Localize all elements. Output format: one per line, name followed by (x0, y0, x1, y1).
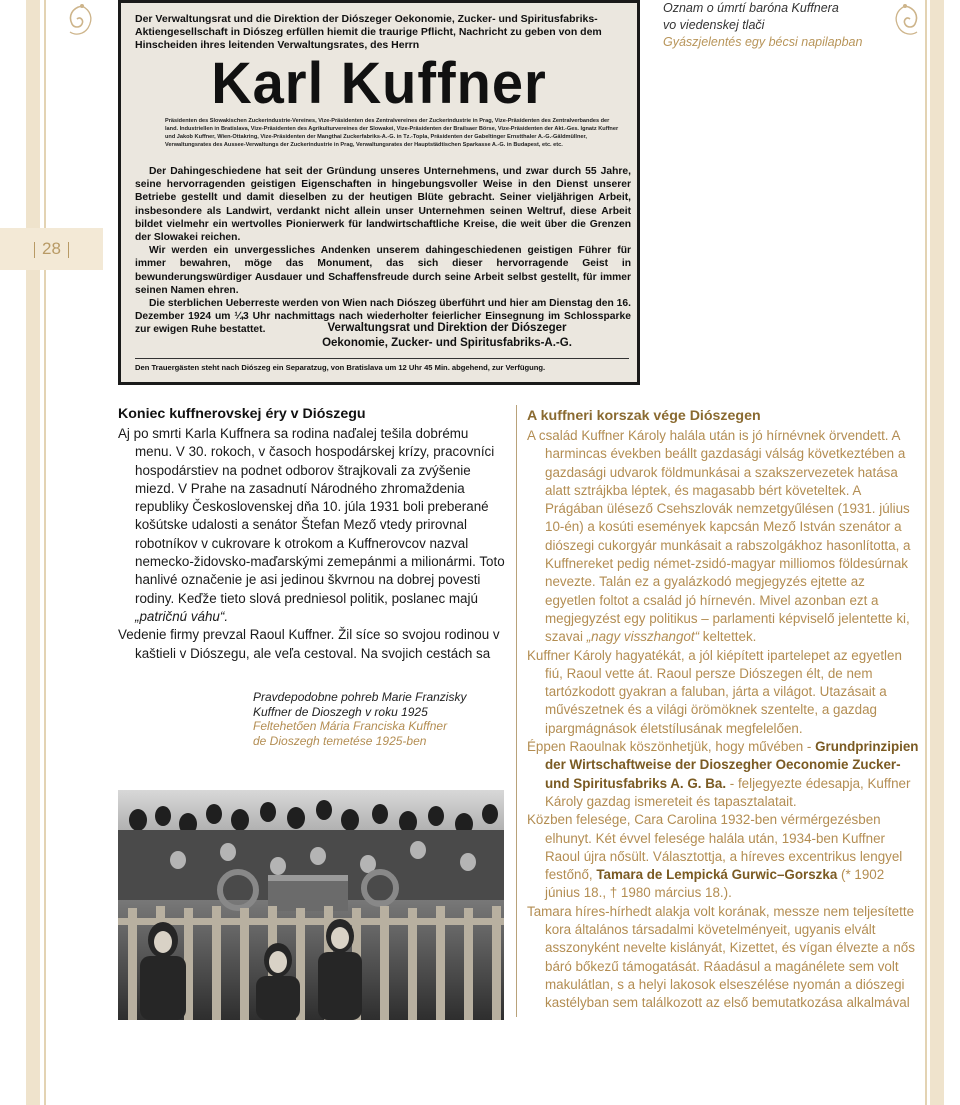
right-p1-end: keltettek. (699, 629, 757, 645)
clipping-signature-line: Oekonomie, Zucker- und Spiritusfabriks-A.-G. (322, 337, 572, 349)
photo-caption-sk-1: Pravdepodobne pohreb Marie Franzisky (253, 690, 467, 704)
right-column-paragraph: Tamara híres-hírhedt alakja volt korának, messze nem teljesítette kora általános társadalmi követelményeit, ugyanis elvált asszonyként nevelte kislányát, Kizettet, és vígan élvezte a nős báró bőkezű támogatását. Ráadásul a magánélete sem volt makulátlan, s a helyi lakosok elseszélése nyomán a diószegi kastélyban sem találkozott az első bemutatkozása alkalmával (527, 903, 915, 1011)
right-p4-end: (* 1902 június 18., † 1980 március 18.). (545, 867, 885, 901)
left-column-heading: Koniec kuffnerovskej éry v Diószegu (118, 406, 366, 422)
clipping-footer: Den Trauergästen steht nach Diószeg ein Separatzug, von Bratislava um 12 Uhr 45 Min. abgehend, zur Verfügung. (135, 363, 546, 372)
left-column-paragraph (118, 425, 506, 626)
left-column-paragraph: Vedenie firmy prevzal Raoul Kuffner. Žil síce so svojou rodinou v kaštieli v Diószegu, ale veľa cestoval. Na svojich cestách sa (118, 627, 500, 661)
clipping-body-paragraph: Die sterblichen Ueberreste werden von Wien nach Diószeg überführt und hier am Dienstag den 16. Dezember 1924 um ¼3 Uhr nachmittags nach wiederholter feierlicher Einsegnung im Schlossparke zur ewigen Ruhe bestattet. (135, 298, 631, 336)
funeral-photo-image (118, 790, 504, 1020)
photo-caption-sk-2: Kuffner de Dioszegh v roku 1925 (253, 704, 428, 719)
left-p1-emphasis: „patričnú váhu“. (135, 608, 229, 624)
funeral-photo (118, 790, 504, 1020)
right-text-column (527, 407, 919, 1013)
left-decorative-bar (26, 0, 40, 1105)
photo-caption (253, 690, 513, 748)
photo-caption-hu-2: de Dioszegh temetése 1925-ben (253, 733, 427, 748)
flourish-ornament-icon (62, 2, 102, 42)
right-column-paragraph (527, 811, 919, 902)
left-decorative-line (44, 0, 46, 1105)
left-text-column (118, 405, 506, 663)
right-decorative-line (925, 0, 927, 1105)
right-decorative-bar (930, 0, 944, 1105)
header-caption-sk-2: vo viedenskej tlači (663, 18, 765, 32)
clipping-body-paragraph: Der Dahingeschiedene hat seit der Gründung unseres Unternehmens, und zwar durch 55 Jahre, seine hervorragenden geistigen Eigenschaften in hingebungsvoller Weise in den Dienst unserer Betriebe gestellt und damit dieselben zu der heutigen Blüte gebracht. Seiner vieljährigen Arbeit, insbesondere als Landwirt, verdankt nicht allein unser Unternehmen seinen Weltruf, diese Arbeit bildet vielmehr ein wertvolles Pionierwerk für landwirtschaftliche Kreise, die weit über die Grenzen der Slowakei reichen. (135, 166, 631, 244)
right-p3-start: Éppen Raoulnak köszönhetjük, hogy művében - (527, 739, 816, 755)
right-p4-start: Közben felesége, Cara Carolina 1932-ben vérmérgezésben elhunyt. Két évvel felesége halála után, 1934-ben Kuffner Raoul újra nősült. Választottja, a híreves excentrikus lengyel festőnő, (527, 812, 903, 883)
right-p4-bold: Tamara de Lempická Gurwic–Gorszka (596, 867, 838, 883)
right-p3-bold: Grundprinzipien der Wirtschaftweise der Dioszegher Oeconomie Zucker- und Spiritusfabriks A. G. Ba. (545, 739, 919, 791)
clipping-divider (135, 358, 629, 359)
right-column-paragraph: Kuffner Károly hagyatékát, a jól kiépített ipartelepet az egyetlen fiú, Raoul vette át. Raoul persze Diószegen élt, de nem tartózkodott gyakran a faluban, járta a világot. Utazásait a művészetnek és a világi örömöknek szentelte, a gazdag ipargmágnások életstílusának megfelelően. (527, 647, 902, 736)
right-p3-end: - feljegyezte édesapja, Kuffner Károly gazdag ismereteit és tapasztalatait. (545, 775, 911, 809)
clipping-titles: Präsidenten des Slowakischen Zuckerindustrie-Vereines, Vize-Präsidenten des Zentralvereines der Zuckerindustrie in Prag, Vize-Präsidenten des Zentralverbandes der land. Industriellen in Bratislava, Vize-Präsidenten des Agrikulturvereines der Slowakei, Vize-Präsidenten der Brailsaer Börse, Vize-Präsidenten der Akt.-Ges. Ignatz Kuffner und Jakob Kuffner, Wien-Ottakring, Vize-Präsidenten der Mangthai Zuckerfabriks-A.-G. in Tz.-Topla, Präsidenten der Gabeltinger Ernstthaler A.-G.-Gäldmüllner, Verwaltungsrates des Aussee-Verwaltungs der Zuckerindustrie in Prag, Verwaltungsrates der Hauptstädtischen Sparkasse A.-G. in Budapest, etc. etc. (165, 118, 619, 148)
page-number: 28 (0, 228, 103, 270)
clipping-signature-line: Verwaltungsrat und Direktion der Diószeger (327, 322, 567, 334)
header-caption (663, 0, 883, 51)
clipping-intro: Der Verwaltungsrat und die Direktion der Diószeger Oekonomie, Zucker- und Spiritusfabriks-Aktiengesellschaft in Diószeg erfüllen hiemit die traurige Pflicht, Nachricht zu geben von dem Hinscheiden ihres leitenden Verwaltungsrates, des Herrn (135, 13, 602, 51)
clipping-name: Karl Kuffner (211, 49, 547, 116)
column-divider (516, 405, 517, 1017)
flourish-ornament-icon (885, 2, 925, 42)
right-p1-emphasis: „nagy visszhangot“ (586, 629, 700, 645)
photo-caption-hu-1: Feltehetően Mária Franciska Kuffner (253, 719, 448, 733)
right-column-paragraph (527, 427, 919, 647)
clipping-signature (277, 321, 617, 351)
left-p1-text: Aj po smrti Karla Kuffnera sa rodina naďalej tešila dobrému menu. V 30. rokoch, v časoch hospodárskej krízy, pracovníci hospodárstiev na podnet odborov štrajkovali za zvýšenie miezd. V Prahe na zasadnutí Národného zhromaždenia republiky Československej dňa 10. júla 1931 boli preberané košútske udalosti a senátor Štefan Mező vtedy prirovnal robotníkov v cukrovare k otrokom a Kuffnerovcov nazval nemecko-židovsko-maďarskými zemepánmi a milionármi. Toto hanlivé označenie je asi jedinou škvrnou na dobrej povesti rodiny. Keďže tieto slová predniesol politik, poslanec majú (118, 426, 505, 606)
newspaper-clipping (118, 0, 640, 385)
header-caption-hu: Gyászjelentés egy bécsi napilapban (663, 35, 863, 49)
right-p1-text: A család Kuffner Károly halála után is jó hírnévnek örvendett. A harmincas években beállt gazdasági válság következtében a gazdasági udvarok földmunkásai a szakszervezetek hatása alatt sztrájkba léptek, és magasabb bért követeltek. A Prágában ülésező Csehszlovák nemzetgyűlésen (1931. július 10-én) a kosúti események kapcsán Mező István szenátor a diószegi cukorgyár munkásait a rabszolgákhoz hasonlította, a Kuffnereket pedig német-zsidó-magyar milliomos földesúrnak nevezte. Talán ez a gyalázkodó megjegyzés ejtette az egyetlen foltot a család jó hírnevén. Mivel azonban ezt a megjegyzést egy politikus – parlamenti képviselő jelentette ki, szavai (527, 428, 911, 645)
right-column-heading: A kuffneri korszak vége Diószegen (527, 408, 761, 424)
clipping-body (135, 165, 631, 337)
page-number-block (0, 228, 103, 270)
header-caption-sk-1: Oznam o úmrtí baróna Kuffnera (663, 1, 839, 15)
clipping-body-paragraph: Wir werden ein unvergessliches Andenken unserem dahingeschiedenen geistigen Führer für immer bewahren, möge das Monument, das sich dieser hervorragende Geist in bewunderungswürdiger Ausdauer und Schaffensfreude durch seine Arbeit selbst gestellt, für immer seinen Namen ehren. (135, 245, 631, 296)
right-column-paragraph (527, 738, 919, 811)
